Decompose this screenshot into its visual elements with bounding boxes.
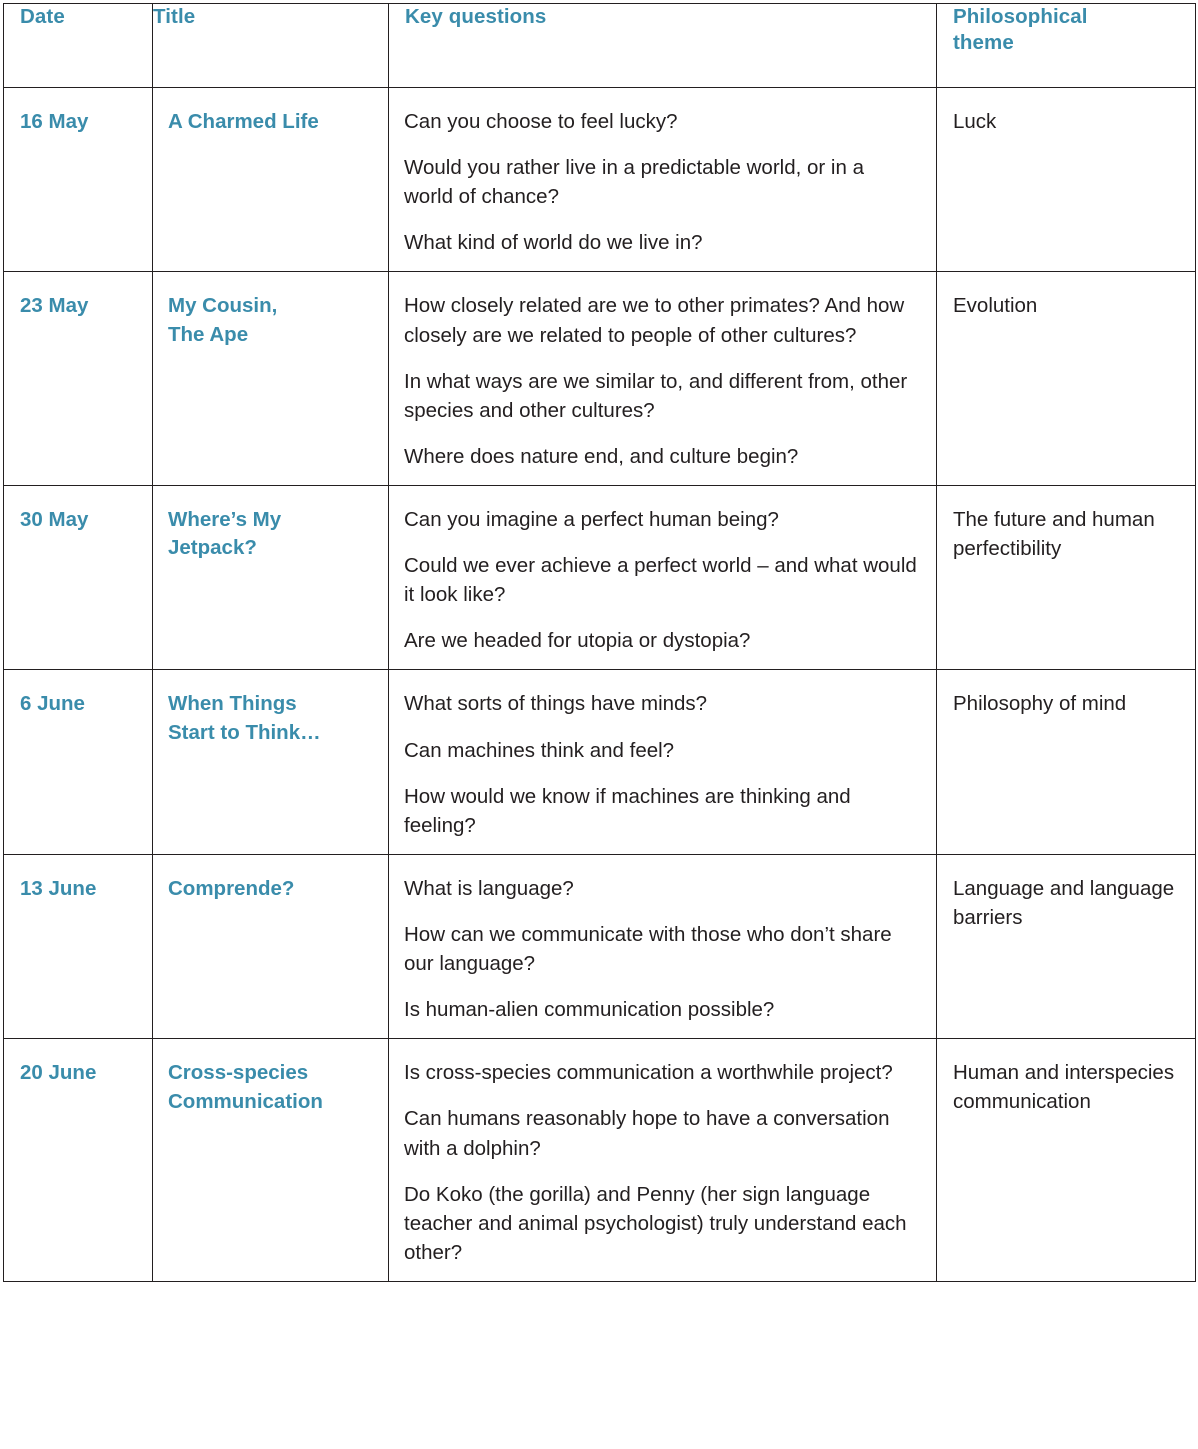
table-body (4, 88, 1196, 1282)
cell-key-questions (389, 670, 937, 854)
cell-date: 23 May (4, 272, 153, 486)
cell-title-line-1: My Cousin, (168, 294, 278, 318)
table-row (4, 88, 1196, 272)
key-question: Do Koko (the gorilla) and Penny (her sign language teacher and animal psychologist) truly understand each other? (404, 1182, 907, 1264)
course-schedule-table (3, 3, 1196, 1282)
key-question: Is human-alien communication possible? (404, 998, 775, 1022)
cell-title-line-2: Start to Think… (168, 720, 321, 744)
key-question: Can machines think and feel? (404, 738, 675, 762)
column-header-key-questions: Key questions (389, 4, 937, 88)
key-question: Can you imagine a perfect human being? (404, 507, 779, 531)
cell-title-line-2: Communication (168, 1089, 323, 1113)
cell-philosophical-theme: Human and interspecies communication (937, 1039, 1196, 1282)
cell-title (153, 485, 389, 669)
cell-date: 16 May (4, 88, 153, 272)
table-row (4, 854, 1196, 1038)
cell-title-line-1: Where’s My (168, 507, 282, 531)
cell-key-questions (389, 854, 937, 1038)
cell-date: 30 May (4, 485, 153, 669)
key-question: Where does nature end, and culture begin? (404, 444, 799, 468)
cell-title-line-2: Jetpack? (168, 536, 257, 560)
cell-philosophical-theme: Philosophy of mind (937, 670, 1196, 854)
cell-title (153, 88, 389, 272)
cell-key-questions (389, 272, 937, 486)
table-header-row (4, 4, 1196, 88)
column-header-title: Title (153, 4, 389, 88)
table-row (4, 272, 1196, 486)
cell-date: 20 June (4, 1039, 153, 1282)
cell-title-line-1: A Charmed Life (168, 110, 319, 133)
cell-philosophical-theme: The future and human perfectibility (937, 485, 1196, 669)
key-question: What kind of world do we live in? (404, 231, 703, 255)
key-question: Can you choose to feel lucky? (404, 110, 678, 133)
key-question: How closely related are we to other primates? And how closely are we related to people of other cultures? (404, 294, 905, 347)
cell-philosophical-theme: Luck (937, 88, 1196, 272)
cell-title (153, 670, 389, 854)
key-question: Can humans reasonably hope to have a conversation with a dolphin? (404, 1107, 890, 1160)
key-question: What is language? (404, 876, 574, 900)
key-question: How would we know if machines are thinking and feeling? (404, 784, 851, 837)
cell-philosophical-theme: Evolution (937, 272, 1196, 486)
cell-key-questions (389, 1039, 937, 1282)
cell-key-questions (389, 88, 937, 272)
column-header-theme-line-1: Philosophical (953, 5, 1088, 28)
cell-title-line-1: When Things (168, 692, 297, 716)
cell-title-line-1: Cross-species (168, 1061, 309, 1085)
column-header-philosophical-theme (937, 4, 1196, 88)
key-question: Are we headed for utopia or dystopia? (404, 629, 751, 653)
cell-philosophical-theme: Language and language barriers (937, 854, 1196, 1038)
column-header-date: Date (4, 4, 153, 88)
table-row (4, 1039, 1196, 1282)
cell-date: 13 June (4, 854, 153, 1038)
cell-key-questions (389, 485, 937, 669)
key-question: Is cross-species communication a worthwhile project? (404, 1061, 893, 1085)
key-question: In what ways are we similar to, and different from, other species and other cultures? (404, 369, 908, 422)
cell-title (153, 272, 389, 486)
cell-date: 6 June (4, 670, 153, 854)
cell-title (153, 1039, 389, 1282)
key-question: Would you rather live in a predictable world, or in a world of chance? (404, 156, 864, 209)
cell-title-line-1: Comprende? (168, 876, 295, 900)
column-header-theme-line-2: theme (953, 31, 1014, 55)
key-question: Could we ever achieve a perfect world – and what would it look like? (404, 554, 917, 607)
table-row (4, 670, 1196, 854)
cell-title-line-2: The Ape (168, 322, 249, 346)
key-question: What sorts of things have minds? (404, 692, 708, 716)
table-header (4, 4, 1196, 88)
key-question: How can we communicate with those who don’t share our language? (404, 922, 892, 976)
table-row (4, 485, 1196, 669)
cell-title (153, 854, 389, 1038)
